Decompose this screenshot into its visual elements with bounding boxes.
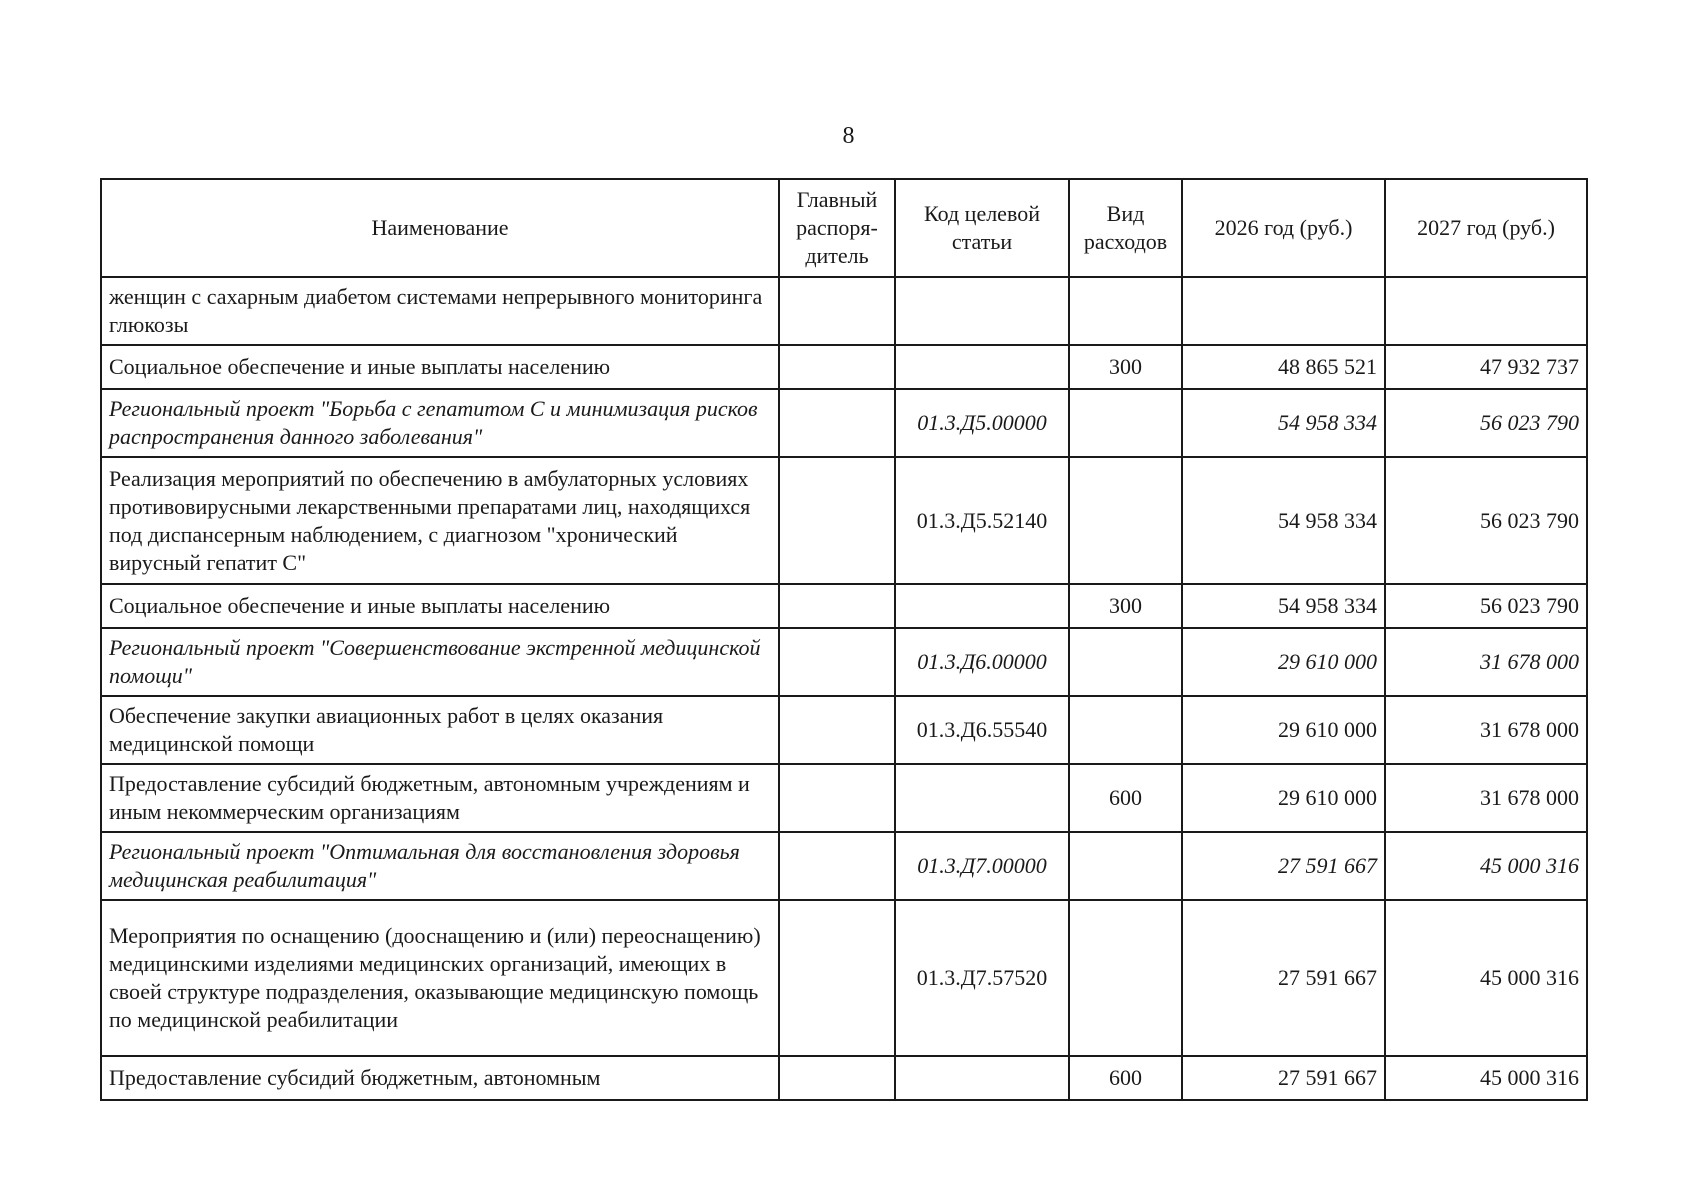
row-2027: 45 000 316 xyxy=(1385,832,1587,900)
row-admin xyxy=(779,832,895,900)
row-type xyxy=(1069,696,1182,764)
row-name: Региональный проект "Совершенствование экстренной медицинской помощи" xyxy=(101,628,779,696)
row-admin xyxy=(779,457,895,584)
row-2027: 31 678 000 xyxy=(1385,764,1587,832)
table-row xyxy=(101,584,1587,628)
table-row xyxy=(101,764,1587,832)
row-admin xyxy=(779,696,895,764)
row-type xyxy=(1069,900,1182,1056)
row-type xyxy=(1069,457,1182,584)
header-name: Наименование xyxy=(101,179,779,277)
row-name: Региональный проект "Борьба с гепатитом С и минимизация рисков распространения данного заболевания" xyxy=(101,389,779,457)
row-type xyxy=(1069,832,1182,900)
row-2026: 48 865 521 xyxy=(1182,345,1385,389)
table-row xyxy=(101,832,1587,900)
row-admin xyxy=(779,628,895,696)
row-admin xyxy=(779,389,895,457)
table-row xyxy=(101,628,1587,696)
row-code: 01.3.Д6.00000 xyxy=(895,628,1069,696)
row-2027: 31 678 000 xyxy=(1385,696,1587,764)
row-2026: 29 610 000 xyxy=(1182,696,1385,764)
table-row xyxy=(101,1056,1587,1100)
row-2026: 29 610 000 xyxy=(1182,628,1385,696)
row-name: Реализация мероприятий по обеспечению в амбулаторных условиях противовирусными лекарственными препаратами лиц, находящихся под диспансерным наблюдением, с диагнозом "хронический вирусный гепатит С" xyxy=(101,457,779,584)
row-2026: 27 591 667 xyxy=(1182,900,1385,1056)
row-type: 300 xyxy=(1069,584,1182,628)
row-2027: 45 000 316 xyxy=(1385,900,1587,1056)
table-header-row xyxy=(101,179,1587,277)
row-2026: 29 610 000 xyxy=(1182,764,1385,832)
row-type xyxy=(1069,628,1182,696)
table-row xyxy=(101,696,1587,764)
header-2026: 2026 год (руб.) xyxy=(1182,179,1385,277)
row-admin xyxy=(779,345,895,389)
table-row xyxy=(101,900,1587,1056)
row-code: 01.3.Д5.52140 xyxy=(895,457,1069,584)
row-2027: 56 023 790 xyxy=(1385,457,1587,584)
row-code xyxy=(895,764,1069,832)
row-name: Региональный проект "Оптимальная для восстановления здоровья медицинская реабилитация" xyxy=(101,832,779,900)
row-2027: 56 023 790 xyxy=(1385,389,1587,457)
row-admin xyxy=(779,900,895,1056)
row-name: Социальное обеспечение и иные выплаты населению xyxy=(101,584,779,628)
row-admin xyxy=(779,764,895,832)
row-2026: 54 958 334 xyxy=(1182,584,1385,628)
header-admin: Главный распоря-дитель xyxy=(779,179,895,277)
row-2026 xyxy=(1182,277,1385,345)
table-row xyxy=(101,277,1587,345)
row-type xyxy=(1069,277,1182,345)
row-2026: 27 591 667 xyxy=(1182,1056,1385,1100)
row-name: Мероприятия по оснащению (дооснащению и (или) переоснащению) медицинскими изделиями медицинских организаций, имеющих в своей структуре подразделения, оказывающие медицинскую помощь по медицинской реабилитации xyxy=(101,900,779,1056)
row-type: 600 xyxy=(1069,1056,1182,1100)
row-code xyxy=(895,1056,1069,1100)
row-type: 600 xyxy=(1069,764,1182,832)
header-code: Код целевой статьи xyxy=(895,179,1069,277)
row-2026: 54 958 334 xyxy=(1182,457,1385,584)
budget-table xyxy=(100,178,1588,1101)
row-code: 01.3.Д6.55540 xyxy=(895,696,1069,764)
row-admin xyxy=(779,584,895,628)
row-name: женщин с сахарным диабетом системами непрерывного мониторинга глюкозы xyxy=(101,277,779,345)
row-name: Обеспечение закупки авиационных работ в целях оказания медицинской помощи xyxy=(101,696,779,764)
row-admin xyxy=(779,277,895,345)
row-code xyxy=(895,584,1069,628)
row-2026: 27 591 667 xyxy=(1182,832,1385,900)
row-code xyxy=(895,277,1069,345)
header-2027: 2027 год (руб.) xyxy=(1385,179,1587,277)
header-type: Вид расходов xyxy=(1069,179,1182,277)
row-2027 xyxy=(1385,277,1587,345)
row-name: Социальное обеспечение и иные выплаты населению xyxy=(101,345,779,389)
page-number: 8 xyxy=(842,123,855,149)
row-name: Предоставление субсидий бюджетным, автономным учреждениям и иным некоммерческим организациям xyxy=(101,764,779,832)
row-2027: 31 678 000 xyxy=(1385,628,1587,696)
row-2026: 54 958 334 xyxy=(1182,389,1385,457)
row-type xyxy=(1069,389,1182,457)
row-2027: 47 932 737 xyxy=(1385,345,1587,389)
row-code: 01.3.Д7.00000 xyxy=(895,832,1069,900)
row-admin xyxy=(779,1056,895,1100)
row-code: 01.3.Д7.57520 xyxy=(895,900,1069,1056)
row-code xyxy=(895,345,1069,389)
row-2027: 56 023 790 xyxy=(1385,584,1587,628)
row-type: 300 xyxy=(1069,345,1182,389)
row-name: Предоставление субсидий бюджетным, автономным xyxy=(101,1056,779,1100)
table-row xyxy=(101,345,1587,389)
row-code: 01.3.Д5.00000 xyxy=(895,389,1069,457)
row-2027: 45 000 316 xyxy=(1385,1056,1587,1100)
table-row xyxy=(101,389,1587,457)
table-row xyxy=(101,457,1587,584)
